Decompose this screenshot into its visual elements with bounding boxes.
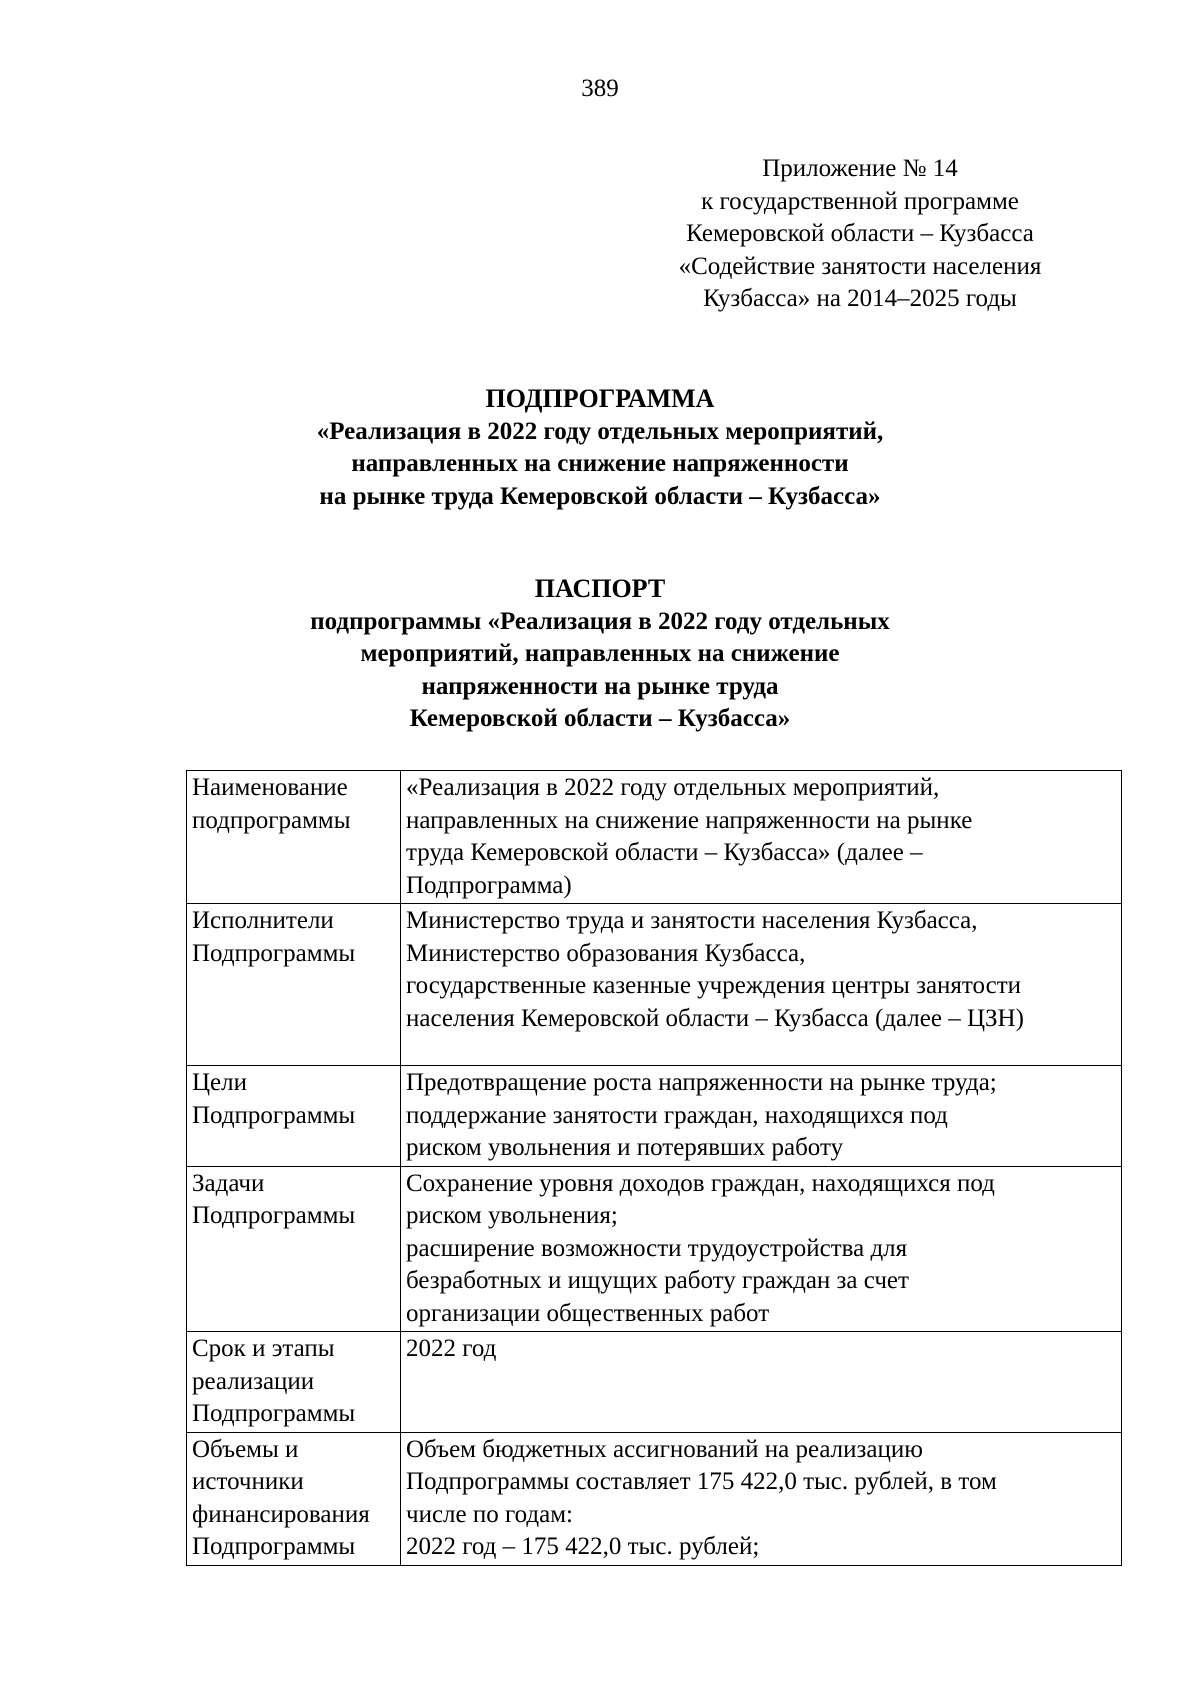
subprogram-name-line: на рынке труда Кемеровской области – Кузбасса» <box>319 482 881 510</box>
passport-heading <box>0 573 1200 736</box>
appendix-line: «Содействие занятости населения <box>678 252 1042 280</box>
page-number: 389 <box>581 75 619 102</box>
row-value: Объем бюджетных ассигнований на реализацию Подпрограммы составляет 175 422,0 тыс. рублей, в том числе по годам: 2022 год – 175 422,0 тыс. рублей; <box>401 1432 1122 1565</box>
table-row <box>187 1166 1122 1332</box>
subprogram-heading <box>0 383 1200 513</box>
passport-title: ПАСПОРТ <box>534 574 666 603</box>
passport-table <box>186 770 1122 1566</box>
passport-subtitle-line: напряженности на рынке труда <box>421 672 779 700</box>
table-row <box>187 904 1122 1066</box>
appendix-reference <box>640 153 1080 316</box>
subprogram-name-line: «Реализация в 2022 году отдельных мероприятий, <box>316 417 884 445</box>
table-row <box>187 1066 1122 1167</box>
appendix-line: Приложение № 14 <box>762 155 958 182</box>
row-label: Цели Подпрограммы <box>187 1066 401 1167</box>
row-label: Объемы и источники финансирования Подпрограммы <box>187 1432 401 1565</box>
row-label: Исполнители Подпрограммы <box>187 904 401 1066</box>
table-row <box>187 1432 1122 1565</box>
passport-subtitle-line: подпрограммы «Реализация в 2022 году отдельных <box>310 607 890 635</box>
row-label: Срок и этапы реализации Подпрограммы <box>187 1332 401 1433</box>
subprogram-name-line: направленных на снижение напряженности <box>351 450 849 477</box>
row-value: Предотвращение роста напряженности на рынке труда; поддержание занятости граждан, находящихся под риском увольнения и потерявших работу <box>401 1066 1122 1167</box>
row-label: Наименование подпрограммы <box>187 771 401 904</box>
appendix-line: Кузбасса» на 2014–2025 годы <box>703 285 1017 312</box>
table-row <box>187 1332 1122 1433</box>
row-value: Министерство труда и занятости населения Кузбасса, Министерство образования Кузбасса, государственные казенные учреждения центры занятости населения Кемеровской области – Кузбасса (далее – ЦЗН) <box>401 904 1122 1066</box>
row-label: Задачи Подпрограммы <box>187 1166 401 1332</box>
row-value: Сохранение уровня доходов граждан, находящихся под риском увольнения; расширение возможности трудоустройства для безработных и ищущих работу граждан за счет организации общественных работ <box>401 1166 1122 1332</box>
passport-subtitle-line: мероприятий, направленных на снижение <box>360 640 840 667</box>
table-row <box>187 771 1122 904</box>
row-value: «Реализация в 2022 году отдельных мероприятий, направленных на снижение напряженности на рынке труда Кемеровской области – Кузбасса» (далее – Подпрограмма) <box>401 771 1122 904</box>
subprogram-title: ПОДПРОГРАММА <box>485 384 715 413</box>
passport-subtitle-line: Кемеровской области – Кузбасса» <box>409 705 791 732</box>
appendix-line: к государственной программе <box>701 187 1019 215</box>
row-value: 2022 год <box>401 1332 1122 1433</box>
appendix-line: Кемеровской области – Кузбасса <box>686 220 1034 247</box>
